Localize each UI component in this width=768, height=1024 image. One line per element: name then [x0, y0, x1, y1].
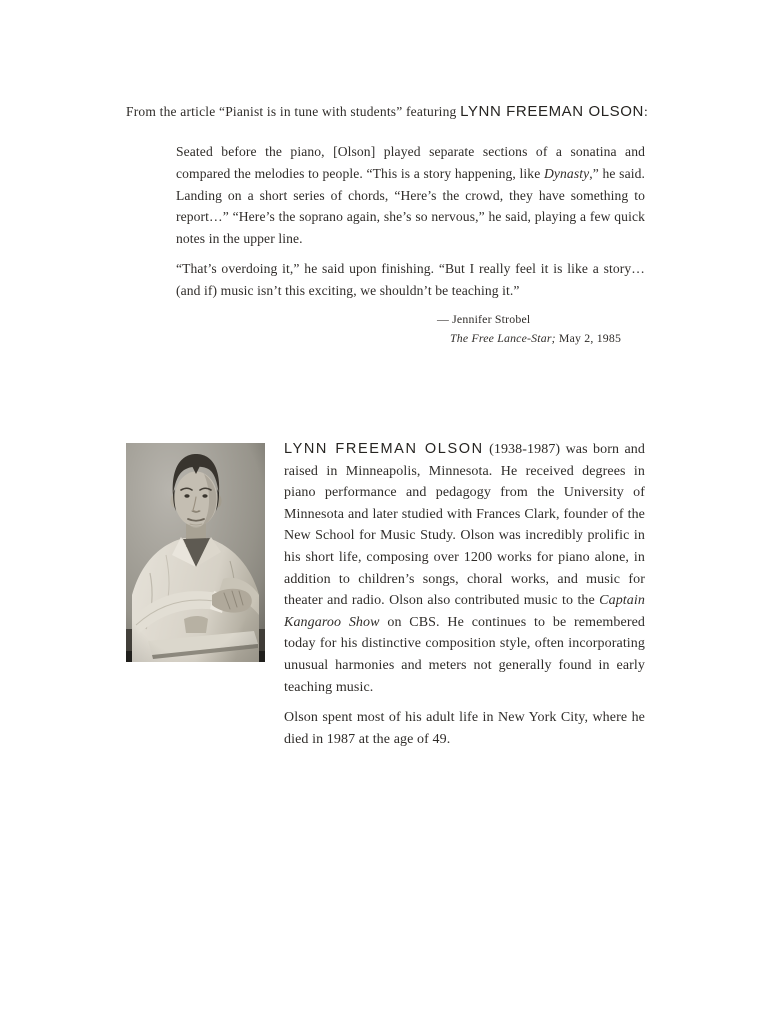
- bio-paragraph-1: [284, 439, 645, 698]
- bio-name: LYNN FREEMAN OLSON: [284, 441, 484, 457]
- bio-text: (1938-1987) was born and raised in Minneapolis, Minnesota. He received degrees in piano performance and pedagogy from the University of Minnesota and later studied with Frances Clark, founder of the New School for Music Study. Olson was incredibly prolific in his short life, composing over 1200 works for piano alone, in addition to children’s songs, choral works, and music for theater and radio. Olson also contributed music to the: [284, 442, 645, 609]
- article-header-suffix: :: [643, 104, 648, 119]
- bio-italic-title: Captain Kangaroo Show: [284, 593, 645, 630]
- attribution-source-line: [437, 329, 621, 348]
- pullquote-paragraph-1: [176, 141, 645, 250]
- attribution-source: The Free Lance-Star;: [450, 331, 556, 345]
- bio-text: on CBS. He continues to be remembered today for his distinctive composition style, often incorporating unusual harmonies and meters not generally found in early teaching music.: [284, 614, 646, 695]
- attribution-block: [437, 310, 621, 348]
- biography-block: [284, 439, 645, 750]
- portrait-photo: [126, 443, 265, 662]
- bio-paragraph-2: Olson spent most of his adult life in New York City, where he died in 1987 at the age of 49.: [284, 710, 645, 747]
- attribution-date: May 2, 1985: [555, 331, 622, 345]
- attribution-author: — Jennifer Strobel: [437, 312, 531, 326]
- quote-text: ,” he said. Landing on a short series of chords, “Here’s the crowd, they have something to report…” “Here’s the soprano again, she’s so nervous,” he said, playing a few quick notes in the upper line.: [176, 165, 645, 247]
- pullquote-paragraph-2: “That’s overdoing it,” he said upon finishing. “But I really feel it is like a story… (and if) music isn’t this exciting, we shouldn’t be teaching it.”: [176, 260, 645, 298]
- article-header-prefix: From the article “Pianist is in tune with students” featuring: [126, 104, 461, 119]
- quote-italic-title: Dynasty: [543, 165, 590, 181]
- quote-text: Seated before the piano, [Olson] played separate sections of a sonatina and compared the melodies to people. “This is a story happening, like: [176, 144, 645, 181]
- pullquote-block: [176, 141, 645, 302]
- portrait-photo-image: [126, 443, 265, 662]
- article-header: [126, 103, 686, 121]
- article-header-name: LYNN FREEMAN OLSON: [460, 103, 644, 120]
